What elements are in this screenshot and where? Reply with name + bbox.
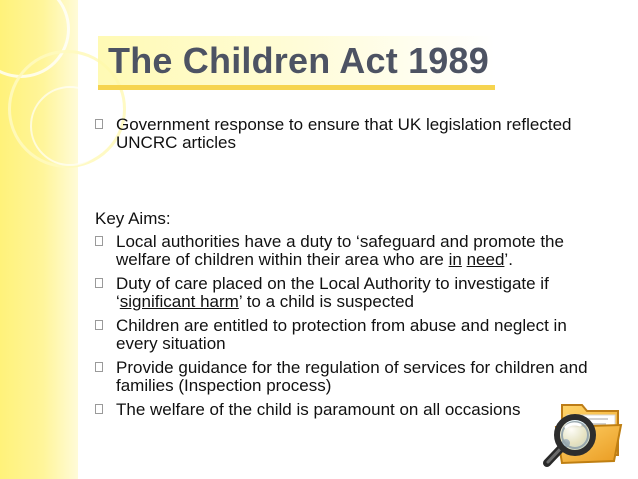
intro-text: Government response to ensure that UK legislation reflected UNCRC articles	[116, 115, 572, 152]
aim-guidance-text: Provide guidance for the regulation of services for children and families (Inspection process)	[116, 358, 588, 395]
bullet-square-icon	[95, 119, 103, 129]
slide-title: The Children Act 1989	[108, 40, 489, 81]
bullet-square-icon	[95, 320, 103, 330]
aim-duty-of-care-end: ’ to a child is suspected	[238, 292, 414, 311]
left-decoration	[0, 0, 78, 479]
slide-content	[95, 116, 595, 419]
intro-item	[95, 116, 595, 152]
aim-item-duty-of-care	[95, 275, 595, 311]
aim-welfare-text: The welfare of the child is paramount on all occasions	[116, 400, 521, 419]
aim-local-authorities-in: in	[448, 250, 462, 269]
folder-magnifier-icon	[536, 385, 632, 471]
bullet-square-icon	[95, 404, 103, 414]
aim-protection-text: Children are entitled to protection from abuse and neglect in every situation	[116, 316, 567, 353]
bullet-square-icon	[95, 362, 103, 372]
bullet-square-icon	[95, 236, 103, 246]
aim-item-welfare	[95, 401, 595, 419]
aim-local-authorities-need: need	[466, 250, 505, 269]
aim-local-authorities-end: ’.	[504, 250, 513, 269]
aim-item-guidance	[95, 359, 595, 395]
aim-item-local-authorities	[95, 233, 595, 269]
significant-harm-text: significant harm	[119, 292, 239, 311]
title-highlight	[98, 36, 495, 90]
aim-local-authorities-text: Local authorities have a duty to ‘safeguard and promote the welfare of children within their area who are	[116, 232, 564, 269]
bullet-square-icon	[95, 278, 103, 288]
aim-item-protection	[95, 317, 595, 353]
aim-duty-of-care-text: Duty of care placed on the Local Authority to investigate if ‘	[116, 274, 549, 311]
key-aims-label: Key Aims:	[95, 209, 171, 228]
